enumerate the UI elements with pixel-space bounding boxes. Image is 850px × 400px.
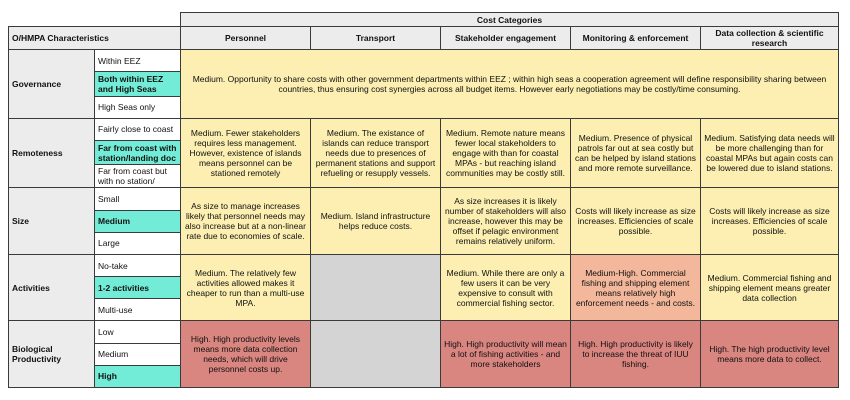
option-no-take: No-take: [95, 254, 181, 276]
size-personnel-cell: As size to manage increases likely that personnel needs may also increase but at a non-linear rate due to economies of scale.: [181, 188, 311, 255]
category-remoteness: Remoteness: [9, 118, 95, 188]
option-small: Small: [95, 188, 181, 210]
column-header-stakeholder-engagement: Stakeholder engagement: [441, 27, 571, 50]
header-blank-corner: [9, 13, 181, 27]
column-header-monitoring-enforcement: Monitoring & enforcement: [571, 27, 701, 50]
productivity-personnel-cell: High. High productivity levels means more data collection needs, which will drive personnel costs up.: [181, 321, 311, 388]
column-header-transport: Transport: [311, 27, 441, 50]
remoteness-row-1: [9, 118, 839, 140]
option-1-2-activities: 1-2 activities: [95, 277, 181, 299]
remoteness-stakeholder-cell: Medium. Remote nature means fewer local stakeholders to engage with than for coastal MPAs - but reaching island communities may be costly still.: [441, 118, 571, 188]
option-low: Low: [95, 321, 181, 343]
category-governance: Governance: [9, 50, 95, 119]
productivity-stakeholder-cell: High. High productivity will mean a lot of fishing activities - and more stakeholders: [441, 321, 571, 388]
option-multi-use: Multi-use: [95, 299, 181, 321]
activities-stakeholder-cell: Medium. While there are only a few users it can be very expensive to consult with commercial fishing sector.: [441, 254, 571, 321]
size-data-cell: Costs will likely increase as size increases. Efficiencies of scale possible.: [701, 188, 839, 255]
size-monitoring-cell: Costs will likely increase as size increases. Efficiencies of scale possible.: [571, 188, 701, 255]
column-header-data-collection: Data collection & scientific research: [701, 27, 839, 50]
productivity-transport-cell-empty: [311, 321, 441, 388]
activities-row-1: [9, 254, 839, 276]
activities-transport-cell-empty: [311, 254, 441, 321]
option-medium-productivity: Medium: [95, 343, 181, 365]
category-size: Size: [9, 188, 95, 255]
cost-categories-header: Cost Categories: [181, 13, 839, 27]
size-transport-cell: Medium. Island infrastructure helps reduce costs.: [311, 188, 441, 255]
option-within-eez: Within EEZ: [95, 50, 181, 72]
option-high-productivity: High: [95, 365, 181, 387]
remoteness-personnel-cell: Medium. Fewer stakeholders requires less management. However, existence of islands means personnel can be stationed remotely: [181, 118, 311, 188]
activities-data-cell: Medium. Commercial fishing and shipping element means greater data collection: [701, 254, 839, 321]
activities-monitoring-cell: Medium-High. Commercial fishing and shipping element means relatively high enforcement needs - and costs.: [571, 254, 701, 321]
option-high-seas-only: High Seas only: [95, 96, 181, 118]
header-row-columns: [9, 27, 839, 50]
size-stakeholder-cell: As size increases it is likely number of stakeholders will also increase, however this may be offset if pelagic environment remains relatively uniform.: [441, 188, 571, 255]
governance-row-1: [9, 50, 839, 72]
cost-matrix-table: [8, 12, 839, 388]
header-row-top: [9, 13, 839, 27]
remoteness-monitoring-cell: Medium. Presence of physical patrols far out at sea costly but can be helped by island stations and more remote surveillance.: [571, 118, 701, 188]
category-activities: Activities: [9, 254, 95, 321]
remoteness-transport-cell: Medium. The existance of islands can reduce transport needs due to presences of permanent stations and support refueling or resupply vessels.: [311, 118, 441, 188]
activities-personnel-cell: Medium. The relatively few activities allowed makes it cheaper to run than a multi-use MPA.: [181, 254, 311, 321]
productivity-data-cell: High. The high productivity level means more data to collect.: [701, 321, 839, 388]
option-fairly-close-to-coast: Fairly close to coast: [95, 118, 181, 140]
productivity-row-1: [9, 321, 839, 343]
option-far-with-station: Far from coast with station/landing doc: [95, 141, 181, 165]
column-header-personnel: Personnel: [181, 27, 311, 50]
remoteness-data-cell: Medium. Satisfying data needs will be more challenging than for coastal MPAs but again costs can be lowered due to island stations.: [701, 118, 839, 188]
option-both-eez-high-seas: Both within EEZ and High Seas: [95, 72, 181, 96]
category-biological-productivity: Biological Productivity: [9, 321, 95, 388]
option-medium-size: Medium: [95, 210, 181, 232]
option-far-no-station: Far from coast but with no station/: [95, 165, 181, 188]
governance-merged-cell: Medium. Opportunity to share costs with other government departments within EEZ ; within high seas a cooperation agreement will define responsibility sharing between countries, thus ensuring cost synergies across all budget items. However early negotiations may be costly/time consuming.: [181, 50, 839, 119]
characteristics-header: O/HMPA Characteristics: [9, 27, 181, 50]
size-row-1: [9, 188, 839, 210]
option-large: Large: [95, 232, 181, 254]
productivity-monitoring-cell: High. High productivity is likely to increase the threat of IUU fishing.: [571, 321, 701, 388]
